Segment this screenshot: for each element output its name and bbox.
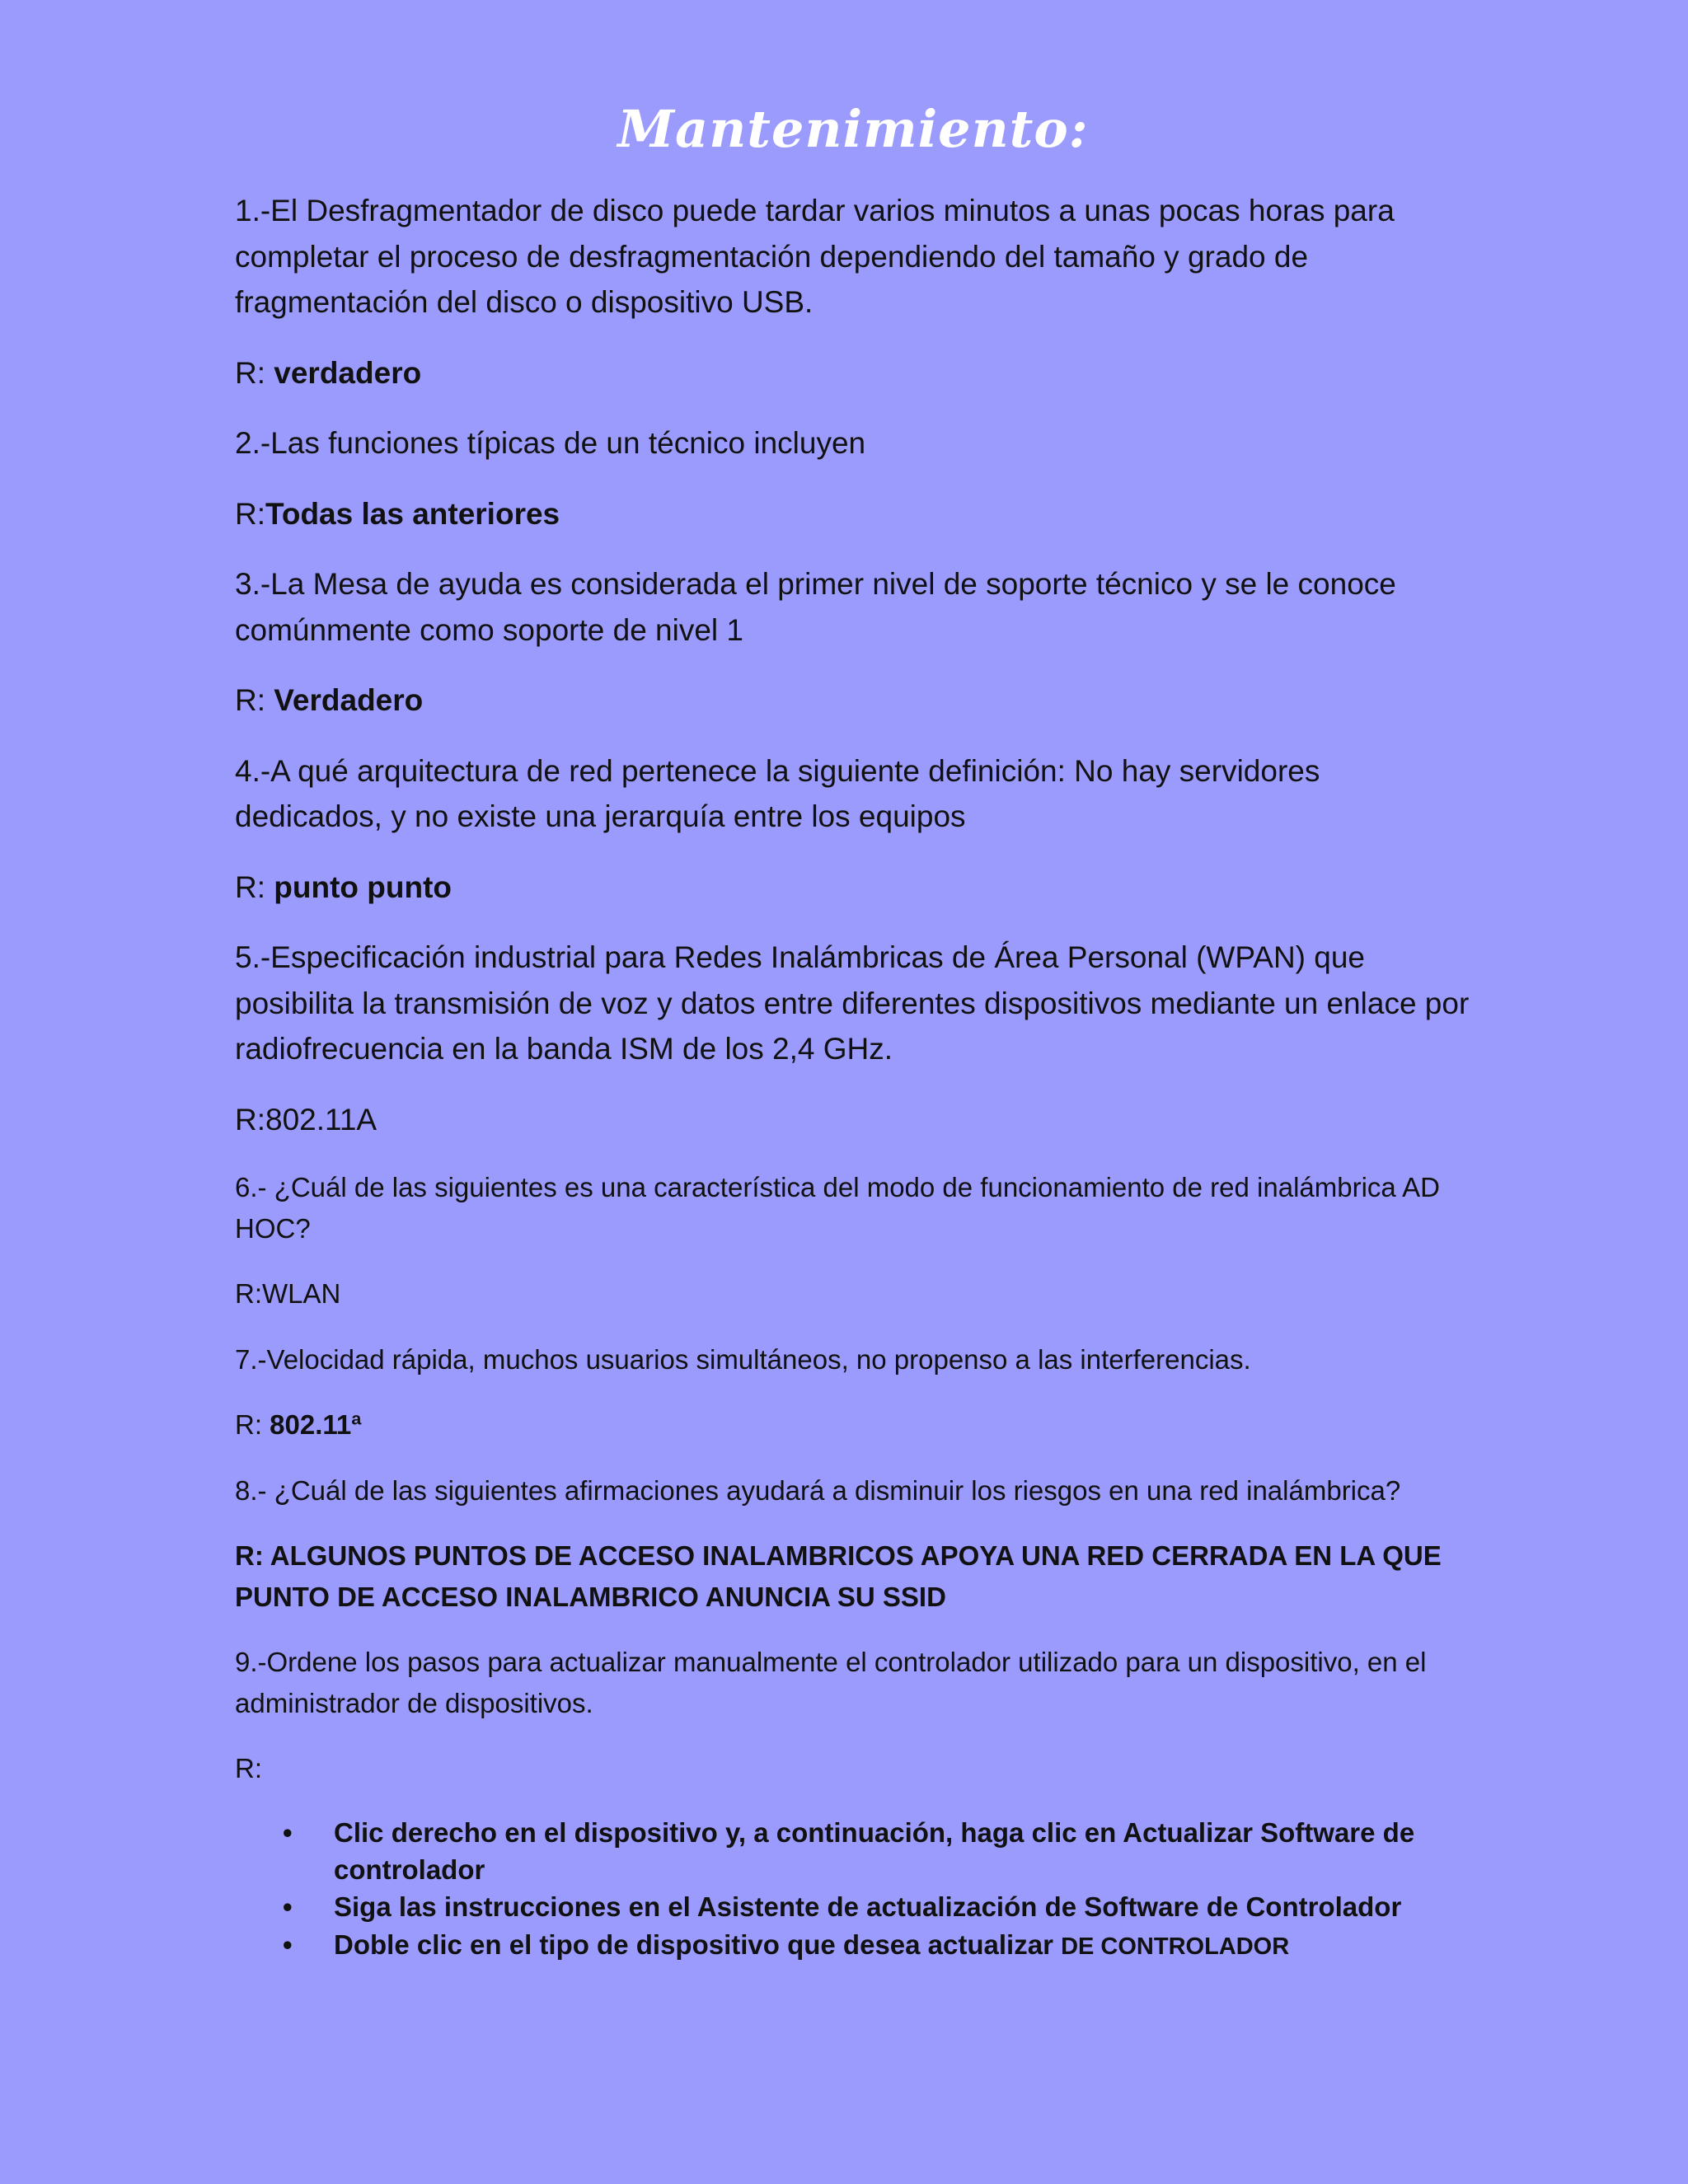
answer-prefix: R: [235, 1278, 262, 1310]
answer-8: R: ALGUNOS PUNTOS DE ACCESO INALAMBRICOS APOYA UNA RED CERRADA EN LA QUE PUNTO DE ACCESO INALAMBRICO ANUNCIA SU SSID [235, 1540, 1442, 1612]
list-item [283, 1888, 1471, 1925]
answer-prefix: R: [235, 683, 274, 718]
answer-value: 802.11A [265, 1102, 377, 1137]
answer-prefix: R: [235, 1409, 270, 1441]
answer-prefix: R: [235, 355, 274, 390]
step-text: Siga las instrucciones en el Asistente de actualización de Software de Controlador [334, 1891, 1402, 1923]
bullet-icon: • [283, 1929, 293, 1960]
answer-2 [235, 491, 1471, 537]
step-suffix: DE CONTROLADOR [1061, 1933, 1290, 1960]
answer-prefix: R: [235, 1102, 265, 1137]
list-item [283, 1814, 1471, 1888]
page-title: Mantenimiento: [617, 99, 1089, 159]
answer-value: verdadero [274, 355, 422, 390]
answer-value: punto punto [274, 869, 452, 904]
answer-9: R: [235, 1753, 262, 1784]
answer-value: 802.11ª [270, 1409, 362, 1441]
bullet-icon: • [283, 1816, 293, 1848]
document-page [235, 99, 1471, 1963]
answer-prefix: R: [235, 496, 265, 531]
question-7: 7.-Velocidad rápida, muchos usuarios simultáneos, no propenso a las interferencias. [235, 1343, 1251, 1375]
answer-4 [235, 865, 1471, 911]
question-4: 4.-A qué arquitectura de red pertenece la siguiente definición: No hay servidores dedicados, y no existe una jerarquía entre los equipos [235, 753, 1320, 834]
question-8: 8.- ¿Cuál de las siguientes afirmaciones ayudará a disminuir los riesgos en una red inalámbrica? [235, 1474, 1401, 1506]
answer-value: Todas las anteriores [265, 496, 560, 531]
answer-1 [235, 350, 1471, 396]
question-9: 9.-Ordene los pasos para actualizar manualmente el controlador utilizado para un dispositivo, en el administrador de dispositivos. [235, 1647, 1427, 1718]
answer-value: WLAN [262, 1278, 341, 1310]
answer-prefix: R: [235, 869, 274, 904]
list-item [283, 1926, 1471, 1964]
question-6: 6.- ¿Cuál de las siguientes es una característica del modo de funcionamiento de red inalámbrica AD HOC? [235, 1172, 1440, 1244]
step-text: Doble clic en el tipo de dispositivo que desea actualizar [334, 1929, 1053, 1960]
answer-3 [235, 677, 1471, 724]
answer-value: Verdadero [274, 683, 424, 718]
answer-5 [235, 1097, 1471, 1143]
answer-7 [235, 1404, 1471, 1446]
question-1: 1.-El Desfragmentador de disco puede tardar varios minutos a unas pocas horas para completar el proceso de desfragmentación dependiendo del tamaño y grado de fragmentación del disco o dispositivo USB. [235, 194, 1395, 320]
answer-6 [235, 1273, 1471, 1315]
question-5: 5.-Especificación industrial para Redes Inalámbricas de Área Personal (WPAN) que posibilita la transmisión de voz y datos entre diferentes dispositivos mediante un enlace por radiofrecuencia en la banda ISM de los 2,4 GHz. [235, 940, 1470, 1066]
bullet-icon: • [283, 1891, 293, 1923]
question-3: 3.-La Mesa de ayuda es considerada el primer nivel de soporte técnico y se le conoce comúnmente como soporte de nivel 1 [235, 567, 1396, 647]
question-2: 2.-Las funciones típicas de un técnico incluyen [235, 426, 866, 461]
step-text: Clic derecho en el dispositivo y, a continuación, haga clic en Actualizar Software de controlador [334, 1816, 1415, 1886]
steps-list [235, 1814, 1471, 1963]
